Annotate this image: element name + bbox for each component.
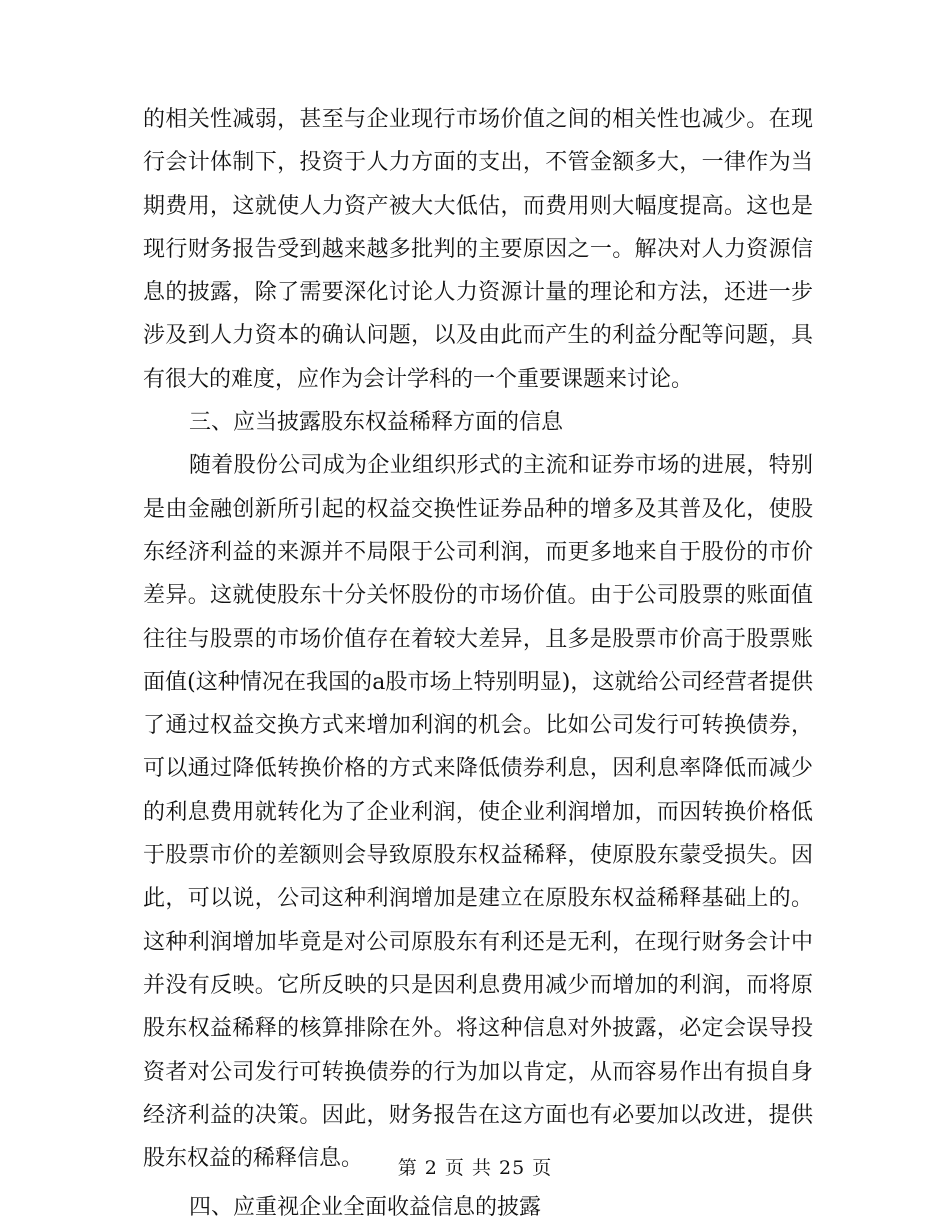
paragraph-human-resource-disclosure: 的相关性减弱，甚至与企业现行市场价值之间的相关性也减少。在现行会计体制下，投资于人力方面的支出，不管金额多大，一律作为当期费用，这就使人力资产被大大低估，而费用则大幅度提高。这也是现行财务报告受到越来越多批判的主要原因之一。解决对人力资源信息的披露，除了需要深化讨论人力资源计量的理论和方法，还进一步涉及到人力资本的确认问题，以及由此而产生的利益分配等问题，具有很大的难度，应作为会计学科的一个重要课题来讨论。 <box>143 107 813 392</box>
document-body <box>143 98 813 1230</box>
section-heading-shareholder-dilution: 三、应当披露股东权益稀释方面的信息 <box>189 410 564 436</box>
paragraph-shareholder-dilution: 随着股份公司成为企业组织形式的主流和证券市场的进展，特别是由金融创新所引起的权益交换性证券品种的增多及其普及化，使股东经济利益的来源并不局限于公司利润，而更多地来自于股份的市价差异。这就使股东十分关怀股份的市场价值。由于公司股票的账面值往往与股票的市场价值存在着较大差异，且多是股票市价高于股票账面值(这种情况在我国的a股市场上特别明显)，这就给公司经营者提供了通过权益交换方式来增加利润的机会。比如公司发行可转换债券，可以通过降低转换价格的方式来降低债券利息，因利息率降低而减少的利息费用就转化为了企业利润，使企业利润增加，而因转换价格低于股票市价的差额则会导致原股东权益稀释，使原股东蒙受损失。因此，可以说，公司这种利润增加是建立在原股东权益稀释基础上的。这种利润增加毕竟是对公司原股东有利还是无利，在现行财务会计中并没有反映。它所反映的只是因利息费用减少而增加的利润，而将原股东权益稀释的核算排除在外。将这种信息对外披露，必定会误导投资者对公司发行可转换债券的行为加以肯定，从而容易作出有损自身经济利益的决策。因此，财务报告在这方面也有必要加以改进，提供股东权益的稀释信息。 <box>143 453 813 1172</box>
section-heading-comprehensive-income: 四、应重视企业全面收益信息的披露 <box>189 1195 542 1221</box>
page-number-footer: 第 2 页 共 25 页 <box>397 1157 553 1179</box>
